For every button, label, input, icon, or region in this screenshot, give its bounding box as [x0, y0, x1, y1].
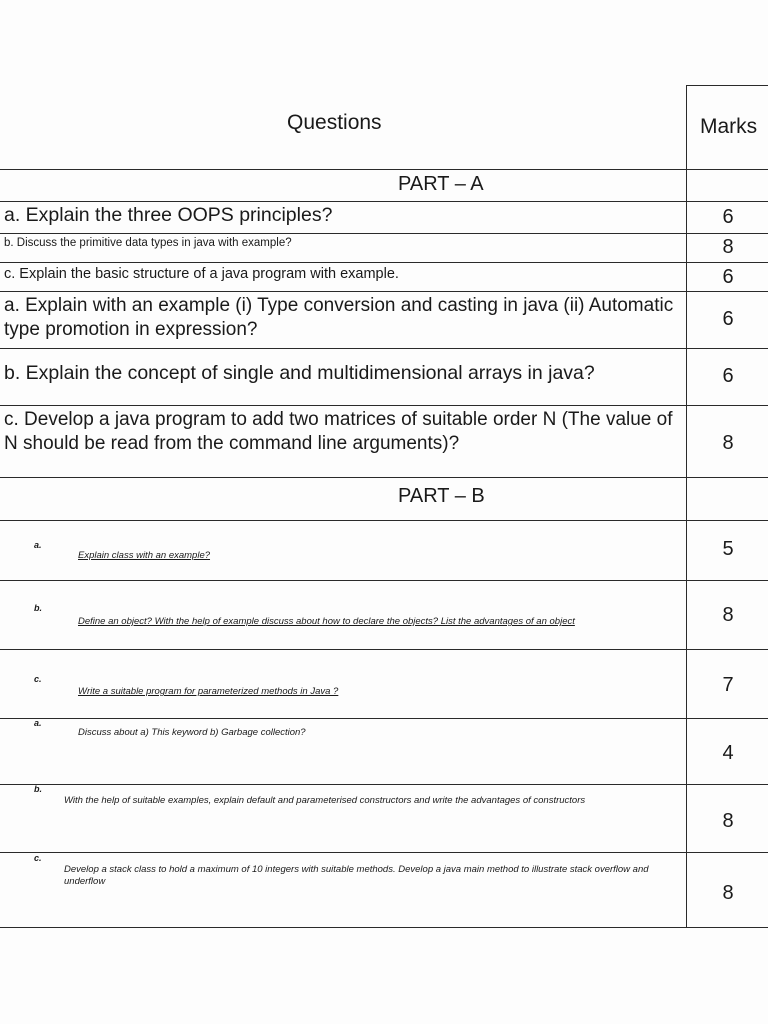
marks-b3: 7 — [722, 674, 734, 696]
question-a1: a. Explain the three OOPS principles? — [4, 204, 333, 226]
row-divider — [0, 348, 768, 349]
question-b2: Define an object? With the help of example discuss about how to declare the objects? List the advantages of an object — [78, 616, 575, 627]
row-divider — [0, 262, 768, 263]
part-b-title: PART – B — [398, 485, 485, 507]
row-divider — [0, 784, 768, 785]
marks-b4: 4 — [722, 742, 734, 764]
question-b5-letter: b. — [34, 784, 42, 794]
part-a-title: PART – A — [398, 173, 484, 195]
question-a4: a. Explain with an example (i) Type conversion and casting in java (ii) Automatic type promotion in expression? — [4, 295, 674, 340]
question-b6-letter: c. — [34, 853, 42, 863]
question-b5: With the help of suitable examples, explain default and parameterised constructors and write the advantages of constructors — [64, 795, 586, 806]
marks-a2: 8 — [722, 236, 734, 258]
marks-a4: 6 — [722, 308, 734, 330]
row-divider — [0, 233, 768, 234]
questions-header: Questions — [287, 111, 382, 134]
question-b4: Discuss about a) This keyword b) Garbage collection? — [78, 727, 306, 738]
question-b2-letter: b. — [34, 603, 42, 613]
marks-b1: 5 — [722, 538, 734, 560]
question-a5: b. Explain the concept of single and multidimensional arrays in java? — [4, 362, 595, 384]
question-a6: c. Develop a java program to add two matrices of suitable order N (The value of N should be read from the command line arguments)? — [4, 409, 673, 454]
marks-b2: 8 — [722, 604, 734, 626]
row-divider — [0, 580, 768, 581]
question-b4-letter: a. — [34, 718, 42, 728]
marks-a3: 6 — [722, 266, 734, 288]
question-b3: Write a suitable program for parameterized methods in Java ? — [78, 686, 339, 697]
marks-a1: 6 — [722, 206, 734, 228]
marks-header: Marks — [700, 115, 758, 138]
table-top-border — [686, 85, 768, 86]
marks-a6: 8 — [722, 432, 734, 454]
row-divider — [0, 520, 768, 521]
question-b1: Explain class with an example? — [78, 550, 211, 561]
table-bottom-border — [0, 927, 768, 928]
row-divider — [0, 201, 768, 202]
row-divider — [0, 852, 768, 853]
marks-b5: 8 — [722, 810, 734, 832]
row-divider — [0, 291, 768, 292]
question-b1-letter: a. — [34, 540, 42, 550]
question-a2: b. Discuss the primitive data types in java with example? — [4, 237, 292, 249]
row-divider — [0, 477, 768, 478]
row-divider — [0, 718, 768, 719]
row-divider — [0, 405, 768, 406]
row-divider — [0, 649, 768, 650]
marks-b6: 8 — [722, 882, 734, 904]
question-b6: Develop a stack class to hold a maximum of 10 integers with suitable methods. Develop a java main method to illustrate stack overflow and underflow — [64, 864, 649, 887]
question-b3-letter: c. — [34, 674, 42, 684]
header-divider — [0, 169, 768, 170]
question-a3: c. Explain the basic structure of a java program with example. — [4, 266, 399, 282]
marks-a5: 6 — [722, 365, 734, 387]
